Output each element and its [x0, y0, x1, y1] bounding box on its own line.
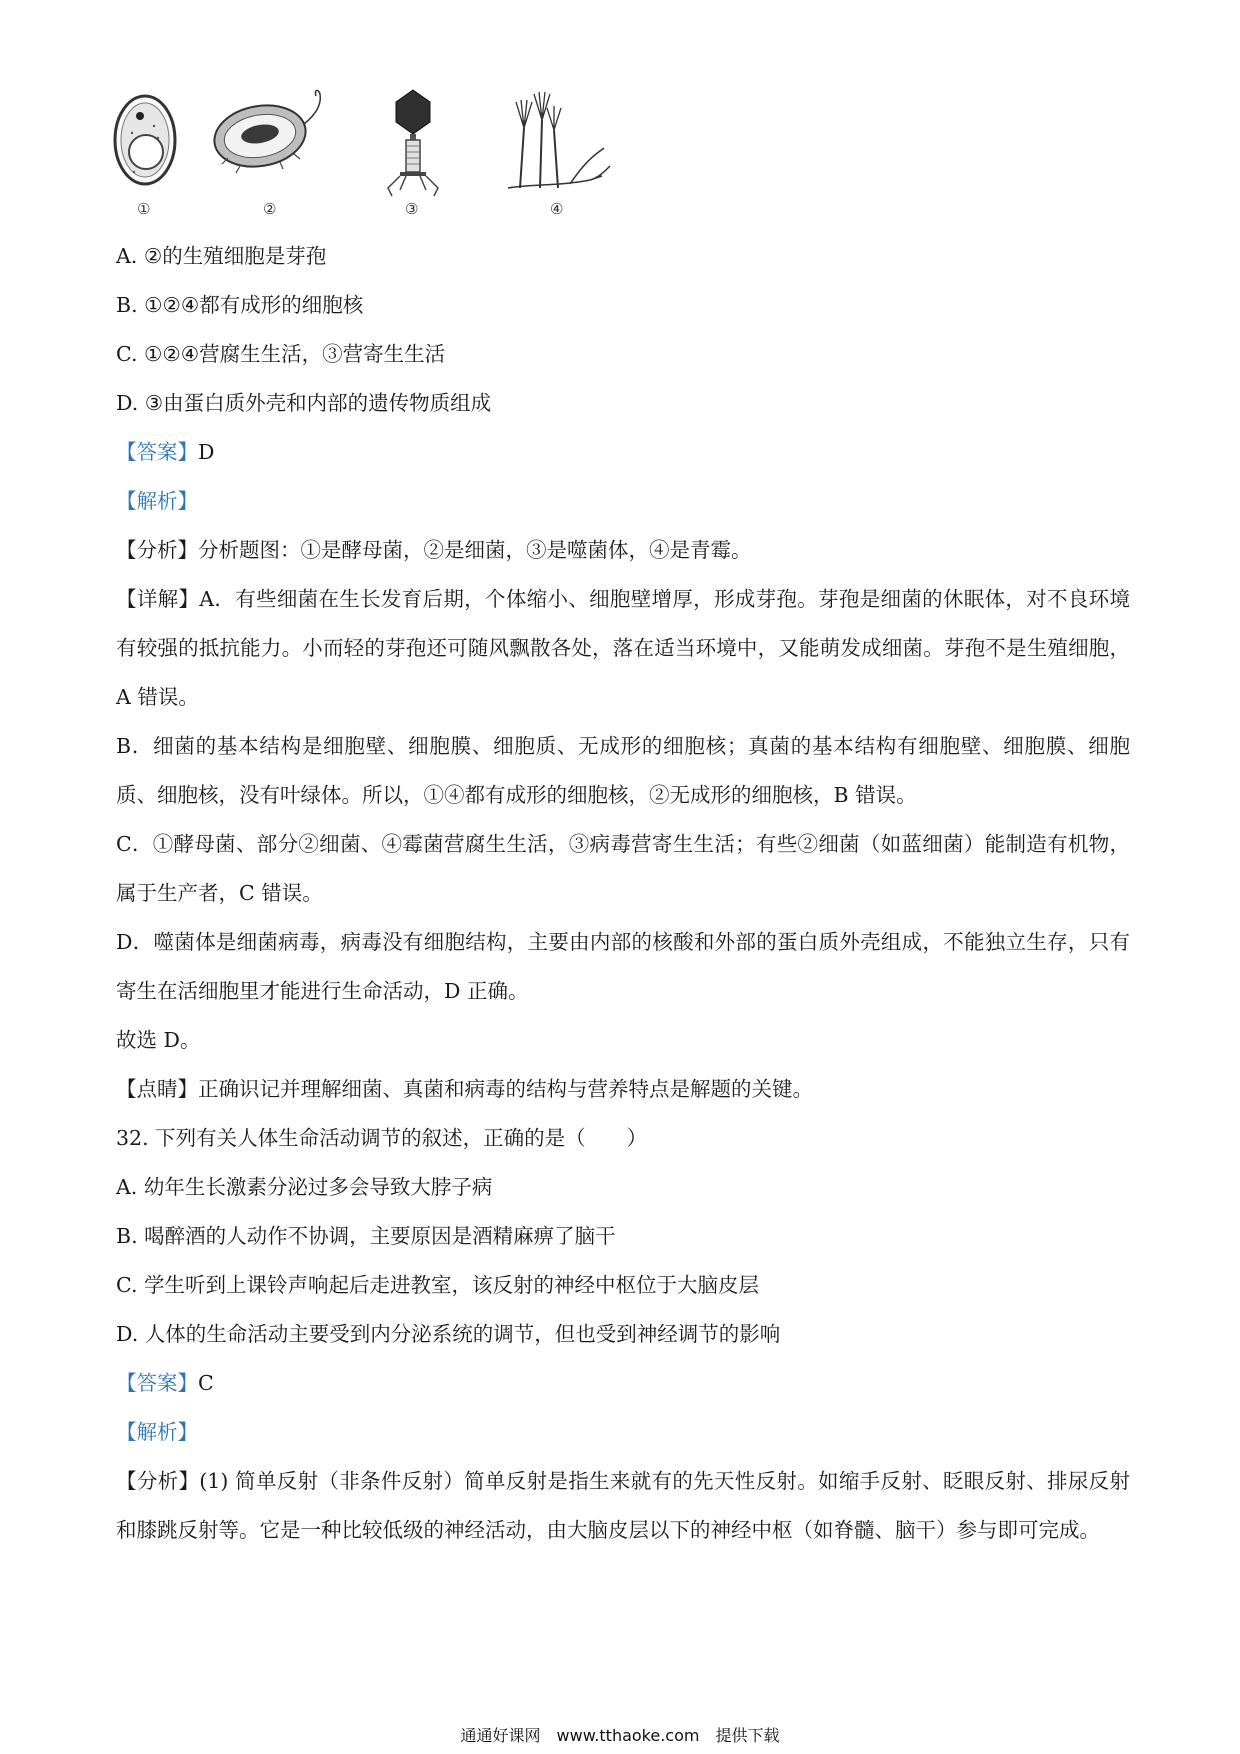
q32-option-b: B. 喝醉酒的人动作不协调，主要原因是酒精麻痹了脑干: [116, 1224, 616, 1248]
q31-analysis-heading: [116, 477, 1130, 526]
q31-dianjing: 正确识记并理解细菌、真菌和病毒的结构与营养特点是解题的关键。: [198, 1077, 813, 1101]
q31-dianjing-line: [116, 1065, 1130, 1114]
q31-detail-c: C．①酵母菌、部分②细菌、④霉菌营腐生生活，③病毒营寄生生活；有些②细菌（如蓝细菌）能制造有机物，属于生产者，C 错误。: [116, 832, 1130, 905]
fenxi-tag: 【分析】: [116, 1469, 200, 1493]
q32-option-c: C. 学生听到上课铃声响起后走进教室，该反射的神经中枢位于大脑皮层: [116, 1273, 759, 1297]
answer-tag: 【答案】: [116, 440, 198, 464]
q32-fenxi: [116, 1457, 1130, 1555]
q32-stem: 32. 下列有关人体生命活动调节的叙述，正确的是（ ）: [116, 1126, 648, 1150]
document-content: [116, 232, 1130, 1555]
q31-option-a: A. ②的生殖细胞是芽孢: [116, 244, 327, 268]
page-footer: 通通好课网 www.tthaoke.com 提供下载: [460, 1726, 780, 1745]
q31-answer-line: [116, 428, 1130, 477]
bacterium-icon: [210, 88, 335, 198]
figure-1: [110, 88, 180, 218]
figure-4: [500, 88, 620, 218]
figure-3: [378, 88, 448, 218]
q32-fenxi-text: (1) 简单反射（非条件反射）简单反射是指生来就有的先天性反射。如缩手反射、眨眼反射、排尿反射和膝跳反射等。它是一种比较低级的神经活动，由大脑皮层以下的神经中枢（如脊髓、脑干）参与即可完成。: [116, 1469, 1130, 1542]
figure-strip: [110, 88, 670, 218]
q31-option-c: C. ①②④营腐生生活，③营寄生生活: [116, 342, 446, 366]
q31-conclusion: 故选 D。: [116, 1028, 201, 1052]
q32-option-a: A. 幼年生长激素分泌过多会导致大脖子病: [116, 1175, 493, 1199]
answer-tag: 【答案】: [116, 1371, 198, 1395]
q31-fenxi: 分析题图：①是酵母菌，②是细菌，③是噬菌体，④是青霉。: [198, 538, 752, 562]
q32-answer-line: [116, 1359, 1130, 1408]
figure-2: [210, 88, 335, 218]
q32-option-d: D. 人体的生命活动主要受到内分泌系统的调节，但也受到神经调节的影响: [116, 1322, 781, 1346]
q32-answer: C: [198, 1371, 214, 1395]
figure-1-label: ①: [137, 200, 151, 218]
q32-analysis-heading: [116, 1408, 1130, 1457]
yeast-cell-icon: [110, 88, 180, 198]
dianjing-tag: 【点睛】: [116, 1077, 198, 1101]
figure-2-label: ②: [263, 200, 277, 218]
q31-option-d: D. ③由蛋白质外壳和内部的遗传物质组成: [116, 391, 492, 415]
figure-3-label: ③: [405, 200, 419, 218]
q31-detail-b: B．细菌的基本结构是细胞壁、细胞膜、细胞质、无成形的细胞核；真菌的基本结构有细胞壁、细胞膜、细胞质、细胞核，没有叶绿体。所以，①④都有成形的细胞核，②无成形的细胞核，B 错误。: [116, 734, 1130, 807]
q31-detail-a: [116, 575, 1130, 722]
q31-detail-d: D．噬菌体是细菌病毒，病毒没有细胞结构，主要由内部的核酸和外部的蛋白质外壳组成，不能独立生存，只有寄生在活细胞里才能进行生命活动，D 正确。: [116, 930, 1130, 1003]
q31-answer: D: [198, 440, 215, 464]
q31-detail-a-text: A．有些细菌在生长发育后期，个体缩小、细胞壁增厚，形成芽孢。芽孢是细菌的休眠体，对不良环境有较强的抵抗能力。小而轻的芽孢还可随风飘散各处，落在适当环境中，又能萌发成细菌。芽孢不是生殖细胞，A 错误。: [116, 587, 1130, 709]
penicillium-mold-icon: [500, 88, 620, 198]
q31-option-b: B. ①②④都有成形的细胞核: [116, 293, 364, 317]
analysis-tag: 【解析】: [116, 489, 198, 513]
figure-4-label: ④: [550, 200, 564, 218]
q31-fenxi-line: [116, 526, 1130, 575]
bacteriophage-icon: [378, 88, 448, 198]
fenxi-tag: 【分析】: [116, 538, 198, 562]
xiangjie-tag: 【详解】: [116, 587, 200, 611]
analysis-tag: 【解析】: [116, 1420, 198, 1444]
